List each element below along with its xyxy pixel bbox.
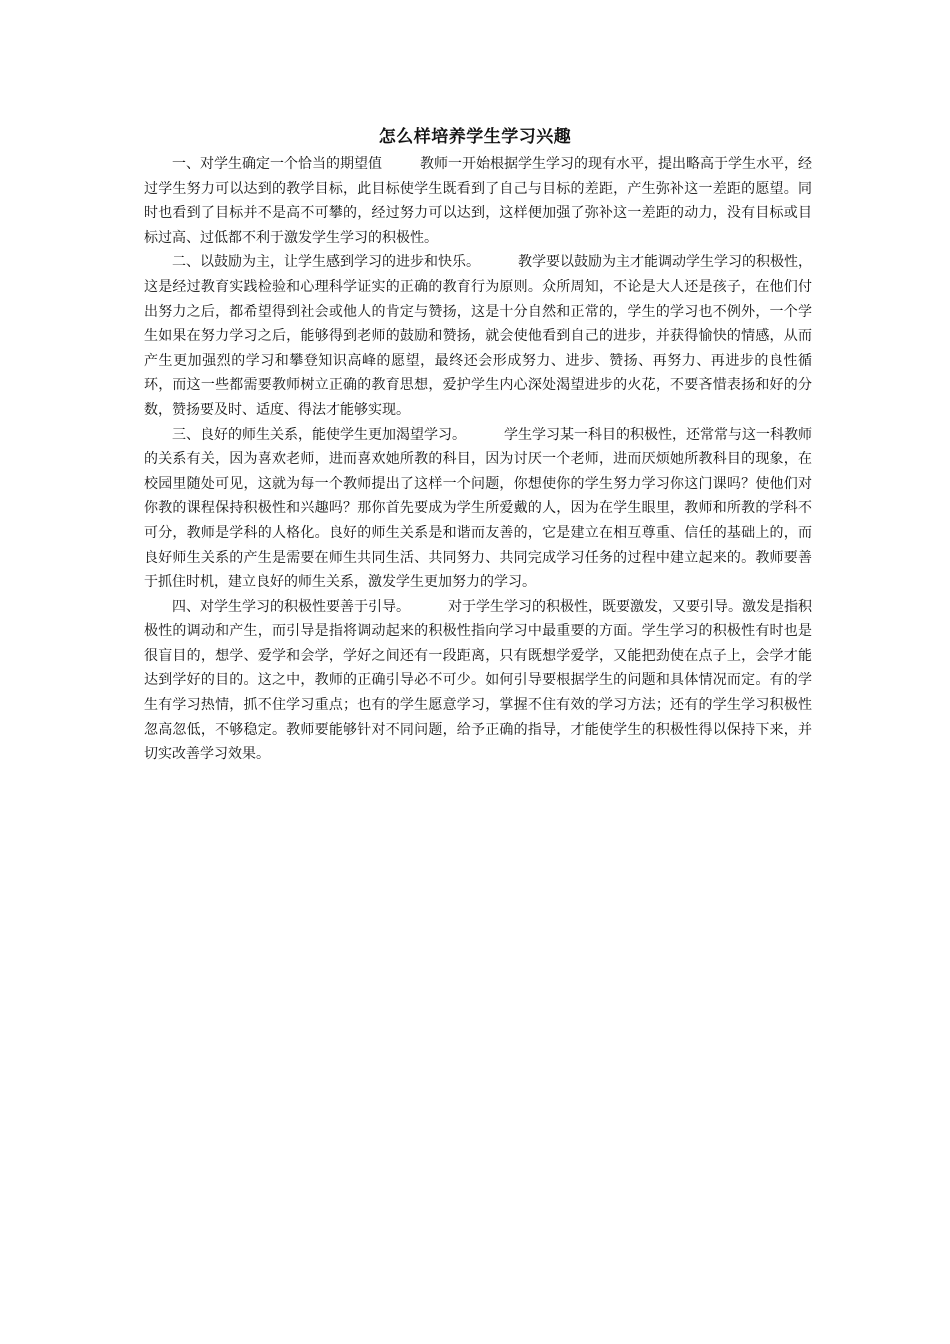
section-2-body: 教学要以鼓励为主才能调动学生学习的积极性，这是经过教育实践检验和心理科学证实的正确的教育行为原则。众所周知，不论是大人还是孩子，在他们付出努力之后，都希望得到社会或他人的肯定与赞扬，这是十分自然和正常的，学生的学习也不例外，一个学生如果在努力学习之后，能够得到老师的鼓励和赞扬，就会使他看到自己的进步，并获得愉快的情感，从而产生更加强烈的学习和攀登知识高峰的愿望，最终还会形成努力、进步、赞扬、再努力、再进步的良性循环，而这一些都需要教师树立正确的教育思想，爱护学生内心深处渴望进步的火花，不要吝惜表扬和好的分数，赞扬要及时、适度、得法才能够实现。 (144, 254, 812, 418)
section-1-body: 教师一开始根据学生学习的现有水平，提出略高于学生水平，经过学生努力可以达到的教学目标，此目标使学生既看到了自己与目标的差距，产生弥补这一差距的愿望。同时也看到了目标并不是高不可攀的，经过努力可以达到，这样便加强了弥补这一差距的动力，没有目标或目标过高、过低都不利于激发学生学习的积极性。 (144, 156, 812, 246)
section-3-body: 学生学习某一科目的积极性，还常常与这一科教师的关系有关，因为喜欢老师，进而喜欢她所教的科目，因为讨厌一个老师，进而厌烦她所教科目的现象，在校园里随处可见，这就为每一个教师提出了这样一个问题，你想使你的学生努力学习你这门课吗？使他们对你教的课程保持积极性和兴趣吗？那你首先要成为学生所爱戴的人，因为在学生眼里，教师和所教的学科不可分，教师是学科的人格化。良好的师生关系是和谐而友善的，它是建立在相互尊重、信任的基础上的，而良好师生关系的产生是需要在师生共同生活、共同努力、共同完成学习任务的过程中建立起来的。教师要善于抓住时机，建立良好的师生关系，激发学生更加努力的学习。 (144, 426, 812, 591)
section-2-heading: 二、以鼓励为主，让学生感到学习的进步和快乐。 (172, 254, 480, 271)
section-4-body: 对于学生学习的积极性，既要激发，又要引导。激发是指积极性的调动和产生，而引导是指将调动起来的积极性指向学习中最重要的方面。学生学习的积极性有时也是很盲目的，想学、爱学和会学，学好之间还有一段距离，只有既想学爱学，又能把劲使在点子上，会学才能达到学好的目的。这之中，教师的正确引导必不可少。如何引导要根据学生的问题和具体情况而定。有的学生有学习热情，抓不住学习重点；也有的学生愿意学习，掌握不住有效的学习方法；还有的学生学习积极性忽高忽低，不够稳定。教师要能够针对不同问题，给予正确的指导，才能使学生的积极性得以保持下来，并切实改善学习效果。 (144, 598, 812, 763)
section-3-paragraph (144, 423, 812, 595)
section-2-paragraph (144, 250, 812, 422)
section-4-heading: 四、对学生学习的积极性要善于引导。 (172, 598, 410, 615)
section-3-heading: 三、良好的师生关系，能使学生更加渴望学习。 (172, 426, 466, 443)
section-1-heading: 一、对学生确定一个恰当的期望值 (172, 156, 382, 172)
document-title: 怎么样培养学生学习兴趣 (378, 127, 572, 147)
section-1-paragraph (144, 152, 812, 250)
document-body (144, 152, 812, 767)
section-4-paragraph (144, 595, 812, 767)
